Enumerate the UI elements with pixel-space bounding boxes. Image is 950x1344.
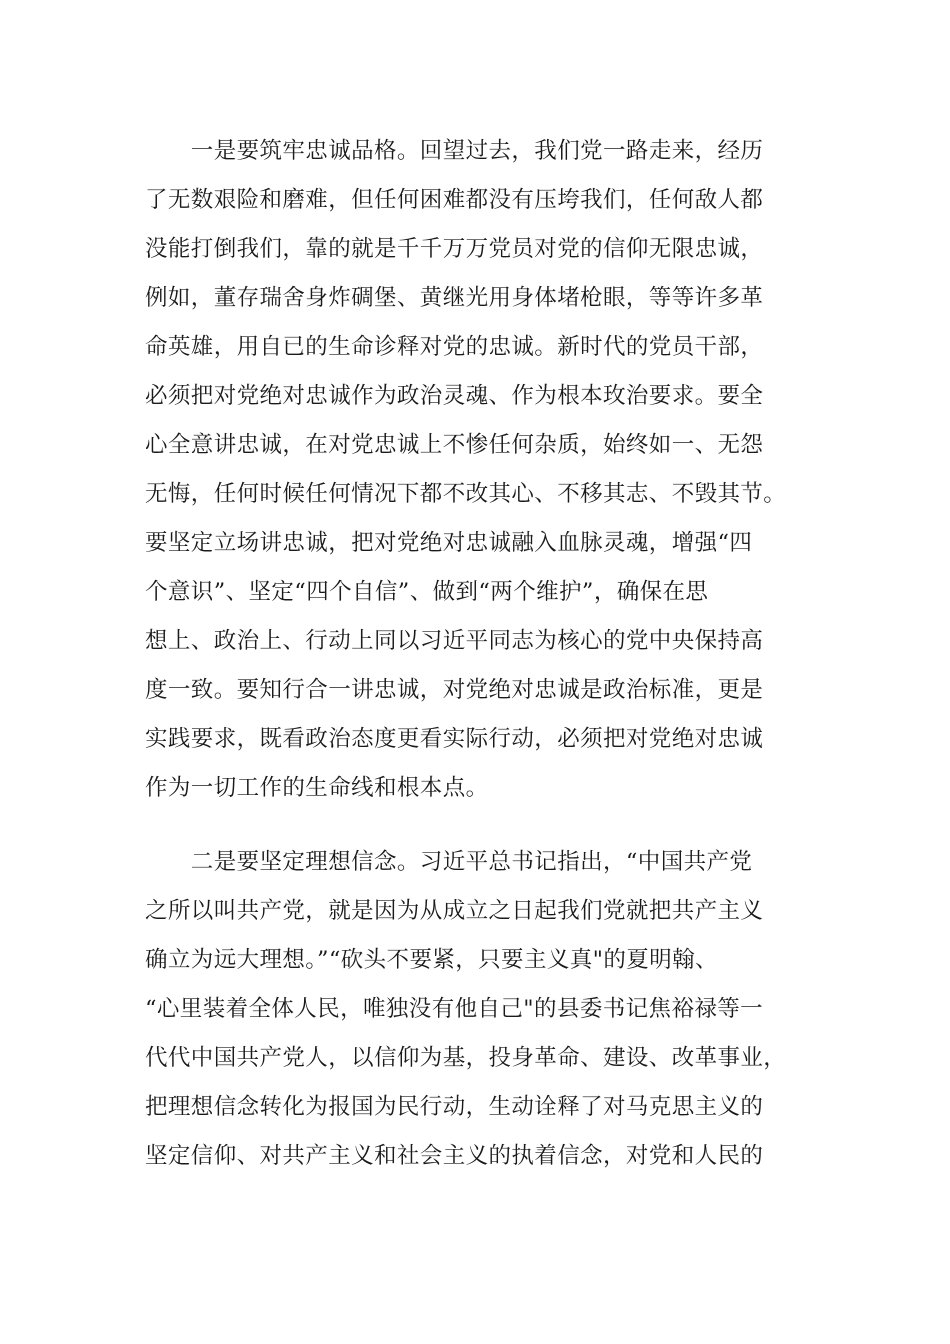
text-line: 度一致。要知行合一讲忠诚，对党绝对忠诚是政治标准，更是 xyxy=(145,677,764,703)
text-line: 必须把对党绝对忠诚作为政治灵魂、作为根本玫治要求。要全 xyxy=(145,383,764,409)
text-line: 命英雄，用自已的生命诊释对党的忠诚。新时代的党员干部， xyxy=(145,334,764,360)
text-line: 心全意讲忠诚，在对党忠诚上不惨任何杂质，始终如一、无怨 xyxy=(145,432,764,458)
paragraph-loyalty xyxy=(145,127,805,813)
text-line: “心里装着全体人民，唯独没有他自己"的县委书记焦裕禄等一 xyxy=(145,996,764,1022)
text-line: 没能打倒我们，靠的就是千千万万党员对党的信仰无限忠诚， xyxy=(145,236,764,262)
text-line: 无悔，任何时候任何情况下都不改其心、不移其志、不毁其节。 xyxy=(145,481,787,507)
text-line: 坚定信仰、对共产主义和社会主义的执着信念，对党和人民的 xyxy=(145,1143,764,1169)
text-line: 要坚定立场讲忠诚，把对党绝对忠诚融入血脉灵魂，增强“四 xyxy=(145,530,753,556)
text-line: 二是要坚定理想信念。习近平总书记指出，“中国共产党 xyxy=(145,849,753,875)
text-line: 代代中国共产党人，以信仰为基，投身革命、建设、改革事业， xyxy=(145,1045,787,1071)
text-line: 作为一切工作的生命线和根本点。 xyxy=(145,775,489,801)
text-line: 确立为远大理想。”“砍头不要紧，只要主义真"的夏明翰、 xyxy=(145,947,718,973)
text-line: 把理想信念转化为报国为民行动，生动诠释了对马克思主义的 xyxy=(145,1094,764,1120)
paragraph-ideals xyxy=(145,838,805,1181)
text-line: 想上、政治上、行动上同以习近平同志为核心的党中央保持高 xyxy=(145,628,764,654)
text-line: 个意识”、坚定“四个自信”、做到“两个维护”，确保在思 xyxy=(145,579,709,605)
text-line: 例如，董存瑞舍身炸碉堡、黄继光用身体堵枪眼，等等许多革 xyxy=(145,285,764,311)
text-line: 了无数艰险和磨难，但任何困难都没有压垮我们，任何敌人都 xyxy=(145,187,764,213)
text-line: 实践要求，既看政治态度更看实际行动，必须把对党绝对忠诚 xyxy=(145,726,764,752)
text-line: 之所以叫共产党，就是因为从成立之日起我们党就把共产主义 xyxy=(145,898,764,924)
text-line: 一是要筑牢忠诚品格。回望过去，我们党一路走来，经历 xyxy=(145,138,764,164)
